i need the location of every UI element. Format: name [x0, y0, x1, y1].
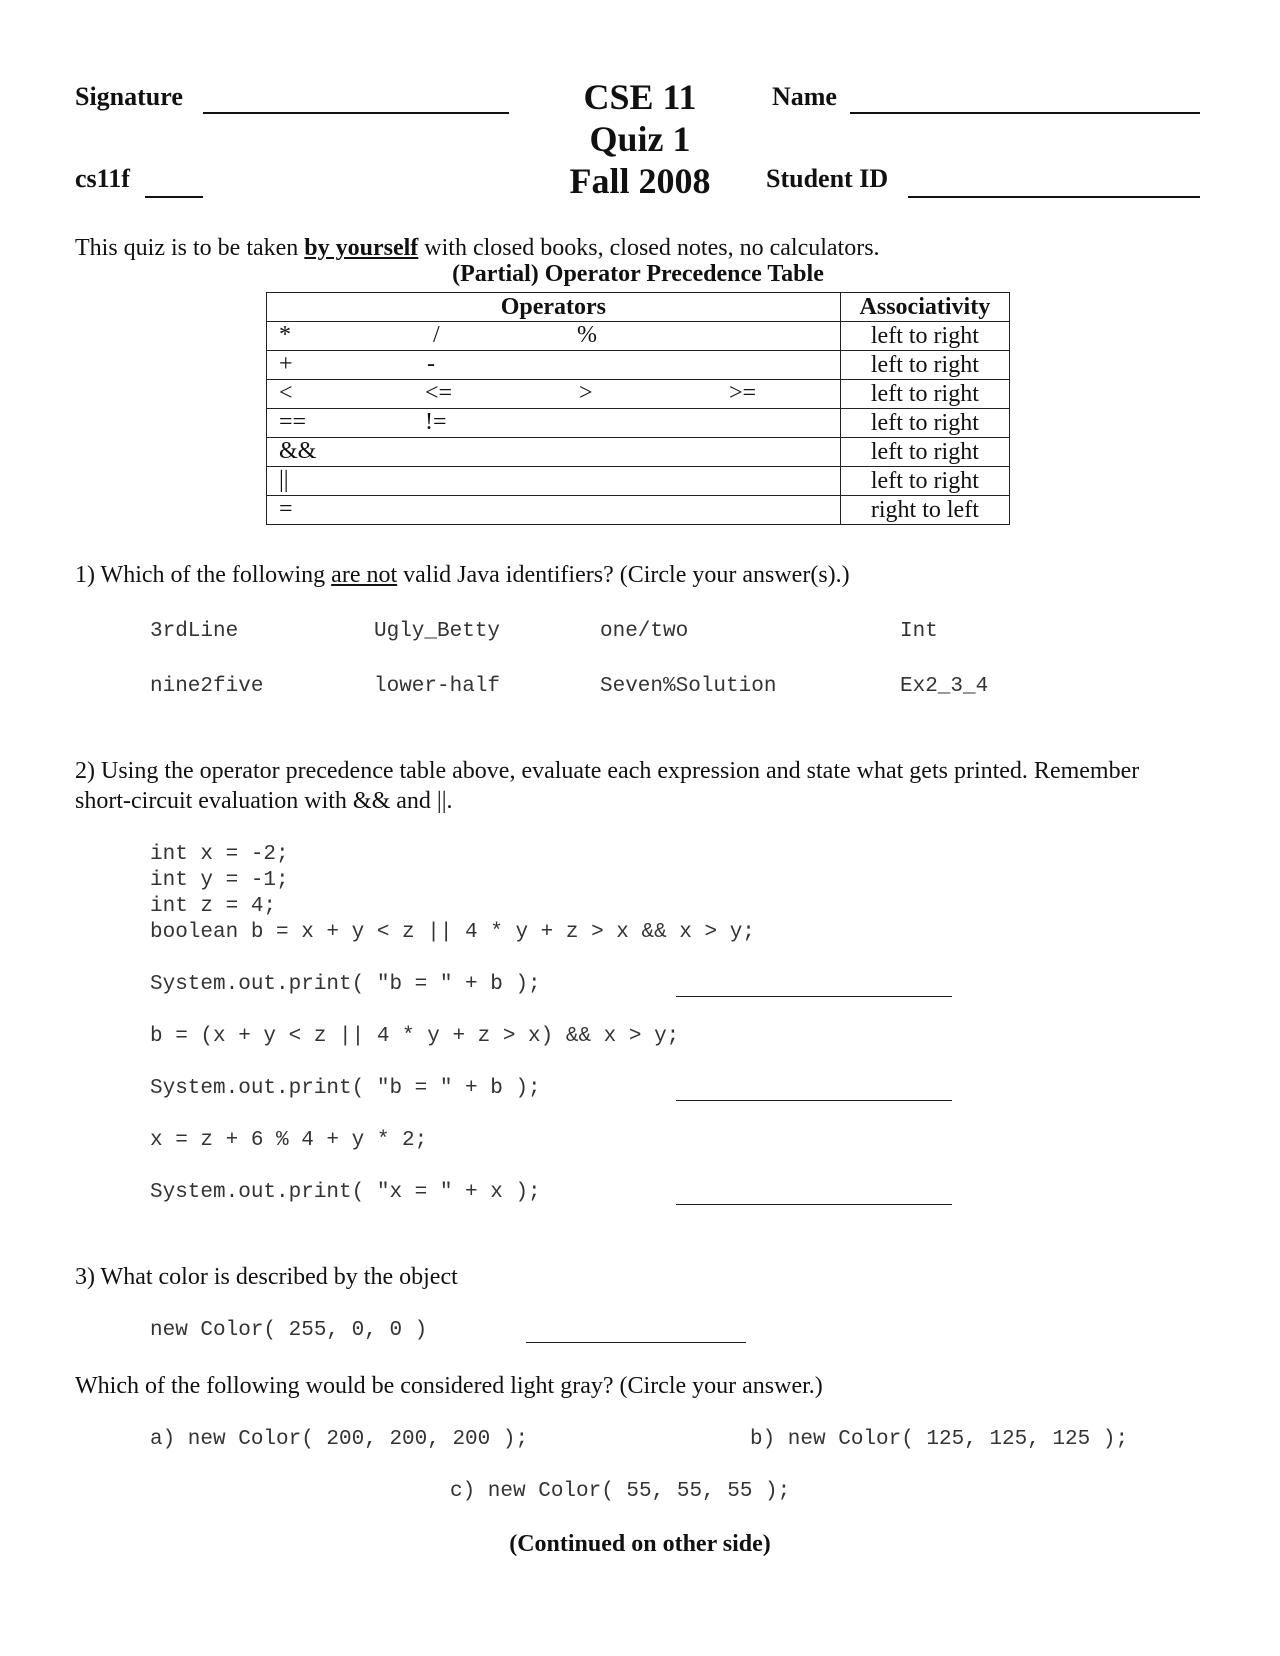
operator: *: [279, 322, 291, 348]
operator: &&: [279, 438, 317, 464]
question-3: 3) What color is described by the object: [75, 1264, 458, 1290]
answer-blank[interactable]: [676, 1100, 952, 1101]
operator: >: [579, 380, 593, 406]
operator-precedence-table: [266, 292, 1010, 525]
code-line: System.out.print( "x = " + x );: [150, 1181, 541, 1204]
q3-option[interactable]: a) new Color( 200, 200, 200 );: [150, 1428, 529, 1451]
course-title: CSE 11: [583, 77, 697, 117]
q1-choice[interactable]: Ugly_Betty: [374, 620, 501, 643]
quiz-title: Quiz 1: [589, 119, 691, 159]
code-line: int y = -1;: [150, 869, 289, 892]
operator: <=: [425, 380, 453, 406]
student-id-line[interactable]: [908, 196, 1200, 198]
question-2-line-1: 2) Using the operator precedence table above, evaluate each expression and state what gets printed. Remember: [75, 758, 1140, 784]
q1-choice[interactable]: Int: [900, 620, 938, 643]
code-line: x = z + 6 % 4 + y * 2;: [150, 1129, 428, 1152]
code-line: boolean b = x + y < z || 4 * y + z > x && x > y;: [150, 921, 755, 944]
associativity: left to right: [840, 351, 1009, 380]
associativity: right to left: [840, 496, 1009, 525]
term-title: Fall 2008: [569, 161, 711, 201]
question-3-followup: Which of the following would be considered light gray? (Circle your answer.): [75, 1373, 823, 1399]
table-row: [267, 496, 1010, 525]
code-line: System.out.print( "b = " + b );: [150, 973, 541, 996]
signature-line[interactable]: [203, 112, 509, 114]
operator: =: [279, 496, 293, 522]
associativity: left to right: [840, 322, 1009, 351]
operator: -: [427, 351, 435, 377]
continued-note: (Continued on other side): [509, 1531, 771, 1557]
table-row: [267, 409, 1010, 438]
code-line: int z = 4;: [150, 895, 277, 918]
operator: %: [577, 322, 597, 348]
code-line: b = (x + y < z || 4 * y + z > x) && x > y;: [150, 1025, 680, 1048]
table-row: [267, 438, 1010, 467]
name-line[interactable]: [850, 112, 1200, 114]
code-line: System.out.print( "b = " + b );: [150, 1077, 541, 1100]
question-2: [75, 756, 1225, 816]
signature-label: Signature: [75, 82, 183, 111]
account-line[interactable]: [145, 196, 203, 198]
associativity: left to right: [840, 409, 1009, 438]
name-label: Name: [772, 82, 837, 111]
q3-option[interactable]: b) new Color( 125, 125, 125 );: [750, 1428, 1129, 1451]
table-row: [267, 322, 1010, 351]
answer-blank[interactable]: [676, 996, 952, 997]
operator: <: [279, 380, 293, 406]
operator: ||: [279, 467, 289, 493]
q1-choice[interactable]: nine2five: [150, 675, 264, 698]
associativity: left to right: [840, 380, 1009, 409]
associativity: left to right: [840, 438, 1009, 467]
operator: !=: [425, 409, 447, 435]
associativity-header: Associativity: [840, 293, 1009, 322]
table-row: [267, 467, 1010, 496]
student-id-label: Student ID: [766, 164, 889, 193]
account-label: cs11f: [75, 164, 130, 193]
code-line: int x = -2;: [150, 843, 289, 866]
operator: +: [279, 351, 293, 377]
operator: /: [433, 322, 440, 348]
q1-choice[interactable]: 3rdLine: [150, 620, 239, 643]
q1-choice[interactable]: Ex2_3_4: [900, 675, 989, 698]
question-1: 1) Which of the following are not valid Java identifiers? (Circle your answer(s).): [75, 562, 850, 588]
associativity: left to right: [840, 467, 1009, 496]
instructions: This quiz is to be taken by yourself with closed books, closed notes, no calculators.: [75, 235, 880, 261]
q1-choice[interactable]: one/two: [600, 620, 689, 643]
table-caption: (Partial) Operator Precedence Table: [452, 261, 824, 287]
table-header-row: [267, 293, 1010, 322]
operators-header: Operators: [267, 293, 841, 322]
q1-choice[interactable]: Seven%Solution: [600, 675, 777, 698]
question-2-line-2: short-circuit evaluation with && and ||.: [75, 788, 453, 814]
table-row: [267, 351, 1010, 380]
operator: >=: [729, 380, 757, 406]
operator: ==: [279, 409, 307, 435]
code-line: new Color( 255, 0, 0 ): [150, 1319, 428, 1342]
answer-blank[interactable]: [526, 1342, 746, 1343]
q1-choice[interactable]: lower-half: [374, 675, 501, 698]
answer-blank[interactable]: [676, 1204, 952, 1205]
q3-option[interactable]: c) new Color( 55, 55, 55 );: [450, 1480, 791, 1503]
table-row: [267, 380, 1010, 409]
